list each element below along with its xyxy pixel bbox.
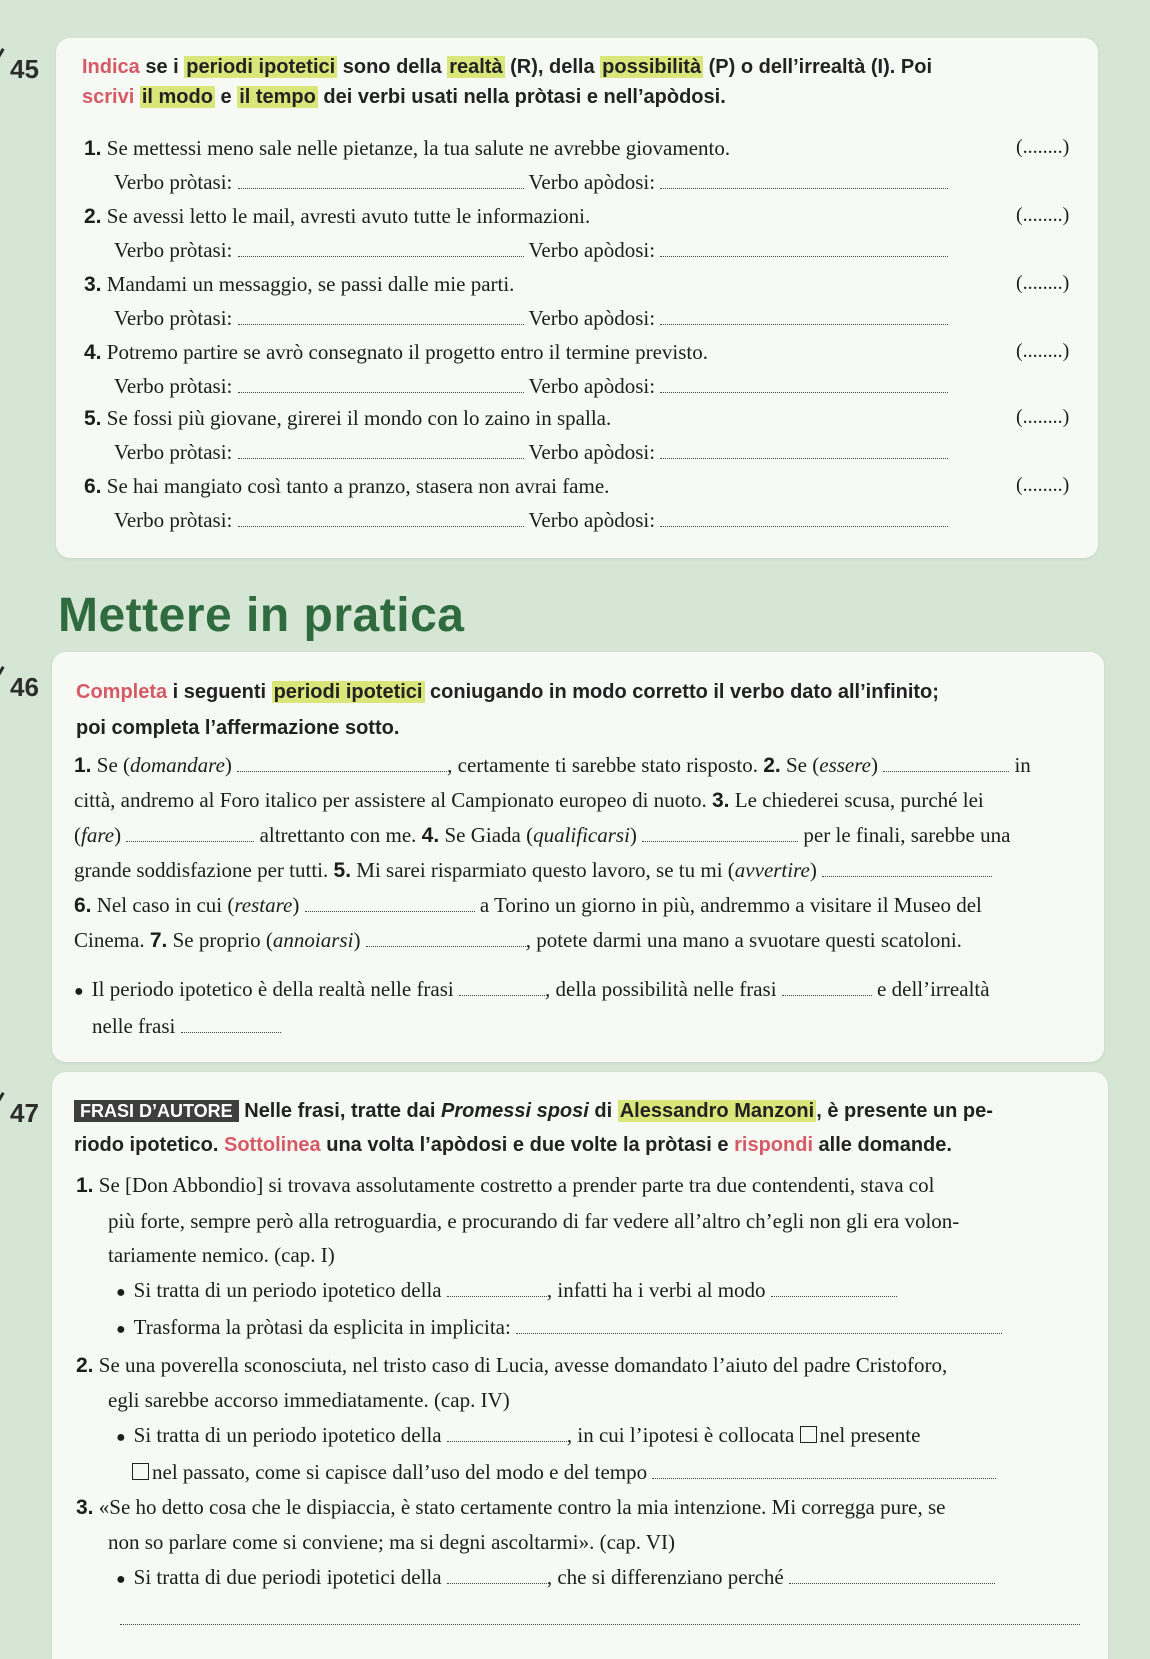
exercise-number: 47	[10, 1098, 39, 1129]
answer-blank[interactable]	[238, 187, 524, 189]
item-sentence: 2. Se avessi letto le mail, avresti avuto tutte le informazioni.	[84, 204, 591, 228]
answer-blank[interactable]	[660, 457, 948, 459]
strike-mark	[0, 48, 57, 154]
answer-blank[interactable]	[238, 391, 524, 393]
answer-blank[interactable]	[660, 525, 948, 527]
answer-blank[interactable]	[181, 1031, 281, 1033]
exercise-46-text: 1. Se (domandare) , certamente ti sarebbe stato risposto. 2. Se (essere) in città, andremo al Foro italico per assistere al Campionato europeo di nuoto. 3. Le chiederei scusa, purché lei (fare) altrettanto con me. 4. Se Giada (qualificarsi) per le finali, sarebbe una grande soddisfazione per tutti. 5. Mi sarei risparmiato questo lavoro, se tu mi (avvertire) 6. Nel caso in cui (restare) a Torino un giorno in più, andremmo a visitare il Museo del Cinema. 7. Se proprio (annoiarsi) , potete darmi una mano a svuotare questi scatoloni. ● Il periodo ipotetico è della realtà nelle frasi , della possibilità nelle frasi e dell’irrealtà nelle frasi	[74, 753, 1031, 1038]
answer-blank[interactable]	[883, 770, 1009, 772]
answer-blank[interactable]	[237, 770, 447, 772]
answer-blank[interactable]	[447, 1582, 547, 1584]
answer-blank[interactable]	[238, 525, 524, 527]
item-sentence: 1. Se mettessi meno sale nelle pietanze, la tua salute ne avrebbe giovamento.	[84, 136, 731, 160]
answer-blank[interactable]	[238, 323, 524, 325]
item-sentence: 5. Se fossi più giovane, girerei il mondo con lo zaino in spalla.	[84, 406, 612, 430]
checkbox-present[interactable]	[800, 1426, 817, 1443]
exercise-instructions: Completa i seguenti periodi ipotetici coniugando in modo corretto il verbo dato all’infinito; poi completa l’affermazione sotto.	[76, 681, 939, 739]
answer-blank[interactable]	[822, 875, 992, 877]
answer-blank[interactable]	[660, 323, 948, 325]
answer-blank[interactable]	[126, 840, 254, 842]
verb-line: Verbo pròtasi: Verbo apòdosi:	[114, 238, 948, 263]
answer-paren[interactable]: (........)	[1016, 272, 1070, 294]
exercise-instructions: Indica se i periodi ipotetici sono della realtà (R), della possibilità (P) o dell’irrealtà (I). Poi scrivi il modo e il tempo dei verbi usati nella pròtasi e nell’apòdosi.	[82, 56, 933, 108]
exercise-number: 46	[10, 672, 39, 703]
answer-paren[interactable]: (........)	[1016, 136, 1070, 158]
answer-blank[interactable]	[366, 945, 526, 947]
verb-line: Verbo pròtasi: Verbo apòdosi:	[114, 374, 948, 399]
answer-blank[interactable]	[660, 255, 948, 257]
answer-paren[interactable]: (........)	[1016, 340, 1070, 362]
section-heading: Mettere in pratica	[58, 589, 465, 642]
verb-line: Verbo pròtasi: Verbo apòdosi:	[114, 508, 948, 533]
verb-line: Verbo pròtasi: Verbo apòdosi:	[114, 306, 948, 331]
answer-blank[interactable]	[447, 1295, 547, 1297]
answer-blank[interactable]	[459, 994, 545, 996]
answer-blank[interactable]	[238, 255, 524, 257]
answer-blank[interactable]	[660, 187, 948, 189]
answer-paren[interactable]: (........)	[1016, 474, 1070, 496]
answer-blank[interactable]	[238, 457, 524, 459]
answer-blank[interactable]	[447, 1440, 567, 1442]
answer-blank[interactable]	[789, 1582, 995, 1584]
answer-blank[interactable]	[771, 1295, 897, 1297]
strike-mark	[0, 1092, 57, 1198]
strike-mark	[0, 666, 57, 772]
answer-blank[interactable]	[516, 1332, 1002, 1334]
item-sentence: 3. Mandami un messaggio, se passi dalle mie parti.	[84, 272, 515, 296]
answer-blank[interactable]	[660, 391, 948, 393]
verb-line: Verbo pròtasi: Verbo apòdosi:	[114, 440, 948, 465]
verb-line: Verbo pròtasi: Verbo apòdosi:	[114, 170, 948, 195]
item-sentence: 4. Potremo partire se avrò consegnato il progetto entro il termine previsto.	[84, 340, 709, 364]
exercise-number: 45	[10, 54, 39, 85]
checkbox-past[interactable]	[132, 1463, 149, 1480]
answer-blank[interactable]	[305, 910, 475, 912]
exercise-47-text: 1. Se [Don Abbondio] si trovava assolutamente costretto a prender parte tra due contendenti, stava col più forte, sempre però alla retroguardia, e procurando di far vedere all’altro ch’egli non gli era volon- tariamente nemico. (cap. I) ● Si tratta di un periodo ipotetico della , infatti ha i verbi al modo ● Trasforma la pròtasi da esplicita in implicita: 2. Se una poverella sconosciuta, nel tristo caso di Lucia, avesse domandato l’aiuto del padre Cristoforo, egli sarebbe accorso immediatamente. (cap. IV) ● Si tratta di un periodo ipotetico della , in cui l’ipotesi è collocata nel presente nel passato, come si capisce dall’uso del modo e del tempo 3. «Se ho detto cosa che le dispiaccia, è stato certamente contro la mia intenzione. Mi corregga pure, se non so parlare come si conviene; ma si degni ascoltarmi». (cap. VI) ● Si tratta di due periodi ipotetici della , che si differenziano perché	[76, 1168, 1106, 1636]
author-sentences-tag: FRASI D’AUTORE	[74, 1100, 239, 1122]
answer-blank[interactable]	[782, 994, 872, 996]
answer-blank[interactable]	[652, 1477, 996, 1479]
exercise-instructions: FRASI D’AUTORE Nelle frasi, tratte dai Promessi sposi di Alessandro Manzoni , è presente un pe- riodo ipotetico. Sottolinea una volta l’apòdosi e due volte la pròtasi e rispondi alle domande.	[74, 1100, 993, 1156]
answer-paren[interactable]: (........)	[1016, 204, 1070, 226]
answer-blank[interactable]	[120, 1623, 1080, 1625]
item-sentence: 6. Se hai mangiato così tanto a pranzo, stasera non avrai fame.	[84, 474, 610, 498]
answer-blank[interactable]	[642, 840, 798, 842]
answer-paren[interactable]: (........)	[1016, 406, 1070, 428]
